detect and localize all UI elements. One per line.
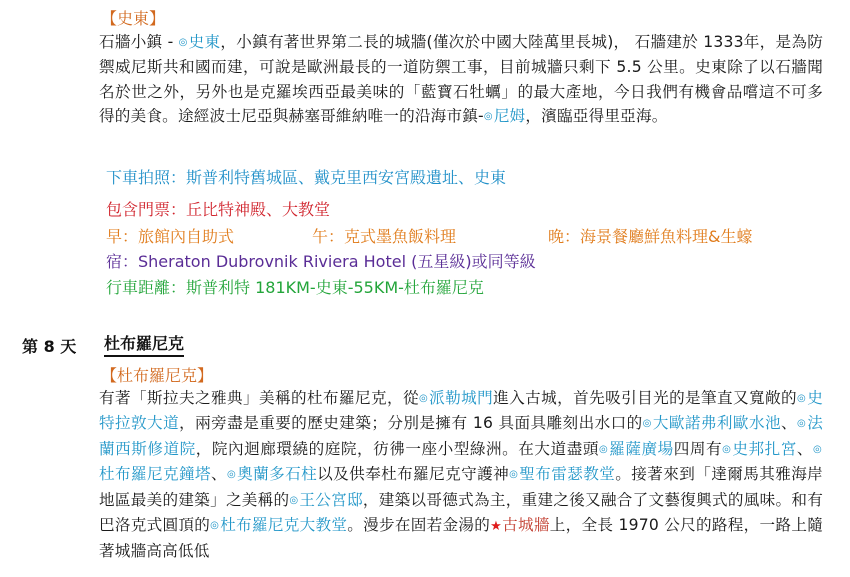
place-link[interactable]: 羅薩廣場: [609, 439, 674, 458]
included-tickets: 包含門票：丘比特神殿、大教堂: [106, 200, 331, 219]
place-link[interactable]: 王公宮邸: [299, 490, 363, 509]
text-run: 、: [781, 414, 798, 433]
text-run: ，兩旁盡是重要的歷史建築；分別是擁有 16 具面具雕刻出水口的: [179, 414, 643, 433]
text-run: 上，全長 1970 公尺的路程，一路上隨著城牆高高低低: [99, 516, 823, 561]
section-heading-ston: 【史東】: [101, 9, 166, 28]
text-run: ，建築以哥德式為主，重建之後又融合了文藝復興式的風味。和有巴洛克式圓頂的: [99, 490, 823, 535]
text-run: 、: [796, 439, 814, 458]
place-link[interactable]: 奧蘭多石柱: [237, 465, 318, 484]
text-run: 四周有: [673, 439, 723, 458]
day-title: 杜布羅尼克: [104, 334, 184, 357]
dubrovnik-description: [99, 386, 823, 564]
text-run: ，小鎮有著世界第二長的城牆(僅次於中國大陸萬里長城)， 石牆建於 1333年，是為防禦威尼斯共和國而建，可說是歐洲最長的一道防禦工事，目前城牆只剩下 5.5 公里。史東除了以石牆聞名於世之外，另外也是克羅埃西亞最美味的「藍寶石牡蠣」的最大產地，今日我們有機會品嚐這不可多得的美食。途經波士尼亞與赫塞哥維納唯一的沿海市鎮-: [99, 33, 823, 126]
place-link[interactable]: 史東: [188, 33, 221, 51]
photo-stops: 下車拍照：斯普利特舊城區、戴克里西安宮殿遺址、史東: [106, 168, 507, 187]
place-link[interactable]: 杜布羅尼克大教堂: [220, 516, 348, 535]
section-heading-dubrovnik: 【杜布羅尼克】: [101, 366, 214, 385]
bullet-icon: ◎: [598, 443, 609, 455]
bullet-icon: ◎: [813, 443, 822, 455]
bullet-icon: ◎: [210, 520, 220, 532]
bullet-icon: ◎: [642, 418, 652, 430]
dinner: 晚：海景餐廳鮮魚料理&生蠔: [548, 227, 753, 246]
bullet-icon: ◎: [722, 443, 732, 455]
bullet-icon: ◎: [418, 393, 429, 404]
place-link[interactable]: 派勒城門: [429, 389, 494, 407]
text-run: 進入古城，首先吸引目光的是筆直又寬敞的: [493, 389, 798, 407]
bullet-icon: ◎: [226, 469, 237, 481]
bullet-icon: ◎: [289, 494, 299, 506]
place-link[interactable]: 杜布羅尼克鐘塔: [99, 465, 211, 484]
bullet-icon: ◎: [797, 393, 807, 404]
day-label: 第 8 天: [22, 337, 77, 356]
text-run: 有著「斯拉夫之雅典」美稱的杜布羅尼克，從: [99, 389, 419, 407]
text-run: ，院內迴廊環繞的庭院，彷彿一座小型綠洲。在大道盡頭: [195, 439, 599, 458]
bullet-icon: ◎: [483, 111, 493, 123]
bullet-icon: ◎: [178, 37, 188, 48]
place-link[interactable]: 大歐諾弗利歐水池: [652, 414, 781, 433]
text-run: 、: [210, 465, 227, 484]
place-link[interactable]: 聖布雷瑟教堂: [519, 465, 616, 484]
text-run: 。接著來到「達爾馬其雅海岸地區最美的建築」之美稱的: [99, 465, 823, 509]
place-link[interactable]: 史邦扎宮: [732, 439, 797, 458]
place-link[interactable]: 史特拉敦大道: [99, 389, 823, 433]
place-link[interactable]: 法蘭西斯修道院: [99, 414, 823, 458]
bullet-icon: ◎: [509, 469, 519, 481]
highlight-place: 古城牆: [502, 516, 550, 535]
ston-description: [99, 30, 823, 130]
hotel: 宿：Sheraton Dubrovnik Riviera Hotel (五星級)或同等級: [106, 252, 536, 271]
place-link[interactable]: 尼姆: [493, 107, 526, 126]
bullet-icon: ◎: [797, 418, 807, 430]
text-run: ，濱臨亞得里亞海。: [525, 107, 668, 126]
star-icon: ★: [490, 519, 503, 535]
driving-distance: 行車距離：斯普利特 181KM-史東-55KM-杜布羅尼克: [106, 278, 484, 297]
text-run: 。漫步在固若金湯的: [347, 516, 491, 535]
lunch: 午：克式墨魚飯料理: [312, 227, 457, 246]
text-run: 以及供奉杜布羅尼克守護神: [317, 465, 510, 484]
text-run: 石牆小鎮 -: [99, 33, 179, 51]
breakfast: 早：旅館內自助式: [106, 227, 235, 246]
